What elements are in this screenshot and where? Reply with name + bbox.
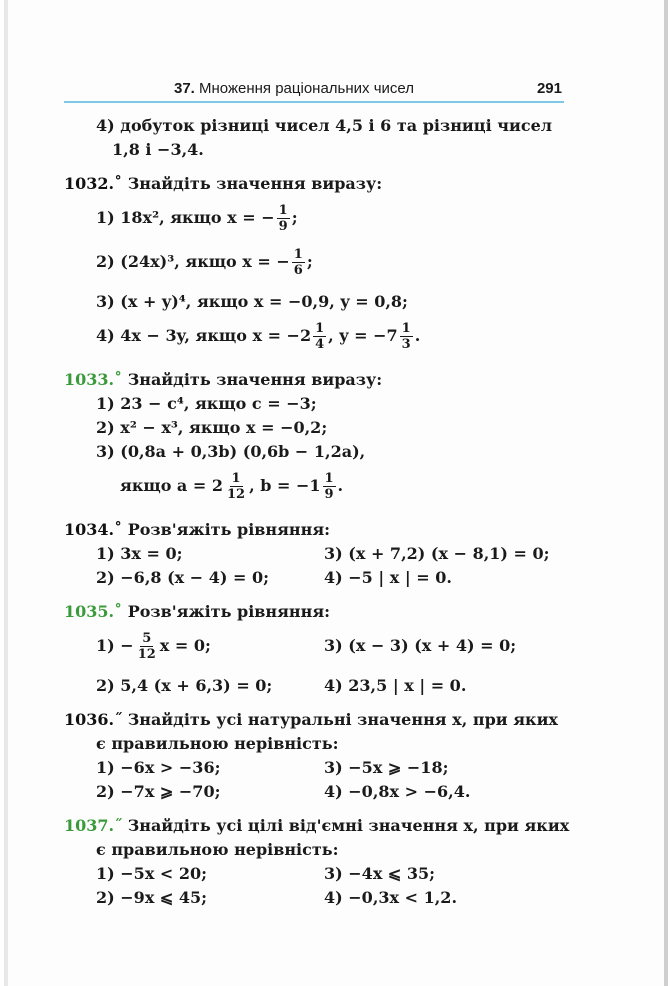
item-4: 4) −5 | x | = 0. (324, 568, 452, 587)
problem-number: 1032.˚ (64, 174, 123, 193)
problem-task: Знайдіть значення виразу: (127, 370, 383, 389)
problem-1033 (64, 368, 574, 508)
header-divider (64, 101, 564, 103)
fraction: $\frac{5}{12}$ (137, 630, 156, 662)
problem-number: 1037.˝ (64, 816, 123, 835)
problem-number: 1035.˚ (64, 602, 123, 621)
item-3: 3) (x + 7,2) (x − 8,1) = 0; (324, 544, 550, 563)
problem-task-cont: є правильною нерівність: (96, 734, 339, 753)
item-2: 2) −6,8 (x − 4) = 0; (96, 568, 270, 587)
item-2: 2) −9x ⩽ 45; (96, 888, 208, 907)
problem-number: 1034.˚ (64, 520, 123, 539)
fraction: $\frac{1}{4}$ (315, 320, 325, 352)
textbook-page (4, 0, 668, 986)
fraction: $\frac{1}{6}$ (293, 246, 303, 278)
problem-task: Знайдіть усі натуральні значення x, при яких (127, 710, 558, 729)
fraction: $\frac{1}{9}$ (278, 202, 288, 234)
prev-item-line1: 4) добуток різниці чисел 4,5 і 6 та різниці чисел (96, 116, 553, 135)
item-4: 4) −0,8x > −6,4. (324, 782, 471, 801)
problem-1032 (64, 172, 574, 358)
exercise-list (64, 114, 574, 910)
item-1: 1) 18x², якщо x = − $\frac{1}{9}$ ; (96, 202, 298, 234)
running-header (64, 80, 564, 102)
item-3-condition: якщо a = 2 $\frac{1}{12}$ , b = −1 $\frac{1}{9}$ . (120, 470, 344, 502)
problem-1036 (64, 708, 574, 804)
item-2: 2) (24x)³, якщо x = − $\frac{1}{6}$ ; (96, 246, 313, 278)
page-number: 291 (536, 80, 562, 97)
page-edge-left (4, 0, 8, 986)
item-1: 1) 23 − c⁴, якщо c = −3; (96, 394, 317, 413)
problem-1034 (64, 518, 574, 590)
item-3: 3) −5x ⩾ −18; (324, 758, 449, 777)
item-2: 2) x² − x³, якщо x = −0,2; (96, 418, 328, 437)
fraction: $\frac{1}{3}$ (401, 320, 411, 352)
item-2: 2) 5,4 (x + 6,3) = 0; (96, 676, 273, 695)
item-4: 4) −0,3x < 1,2. (324, 888, 458, 907)
item-1: 1) 3x = 0; (96, 544, 183, 563)
item-3: 3) (x + y)⁴, якщо x = −0,9, y = 0,8; (96, 292, 408, 311)
item-3: 3) (x − 3) (x + 4) = 0; (324, 636, 517, 655)
page-edge-right (664, 0, 668, 986)
fraction: $\frac{1}{12}$ (226, 470, 246, 502)
problem-1037 (64, 814, 574, 910)
item-1: 1) −6x > −36; (96, 758, 221, 777)
problem-1035 (64, 600, 574, 698)
prev-item-line2: 1,8 і −3,4. (112, 140, 204, 159)
item-1: 1) −5x < 20; (96, 864, 208, 883)
problem-task: Розв'яжіть рівняння: (127, 602, 331, 621)
item-3: 3) −4x ⩽ 35; (324, 864, 436, 883)
problem-number: 1033.˚ (64, 370, 123, 389)
problem-task-cont: є правильною нерівність: (96, 840, 339, 859)
item-3: 3) (0,8a + 0,3b) (0,6b − 1,2a), (96, 442, 366, 461)
chapter-title: 37. Множення раціональних чисел (174, 80, 414, 97)
item-1: 1) − $\frac{5}{12}$ x = 0; (96, 630, 211, 662)
problem-number: 1036.˝ (64, 710, 123, 729)
item-4: 4) 23,5 | x | = 0. (324, 676, 467, 695)
item-4: 4) 4x − 3y, якщо x = −2 $\frac{1}{4}$ , y = −7 $\frac{1}{3}$ . (96, 320, 421, 352)
problem-task: Розв'яжіть рівняння: (127, 520, 331, 539)
fraction: $\frac{1}{9}$ (324, 470, 334, 502)
problem-task: Знайдіть усі цілі від'ємні значення x, при яких (127, 816, 570, 835)
item-2: 2) −7x ⩾ −70; (96, 782, 221, 801)
problem-task: Знайдіть значення виразу: (127, 174, 383, 193)
